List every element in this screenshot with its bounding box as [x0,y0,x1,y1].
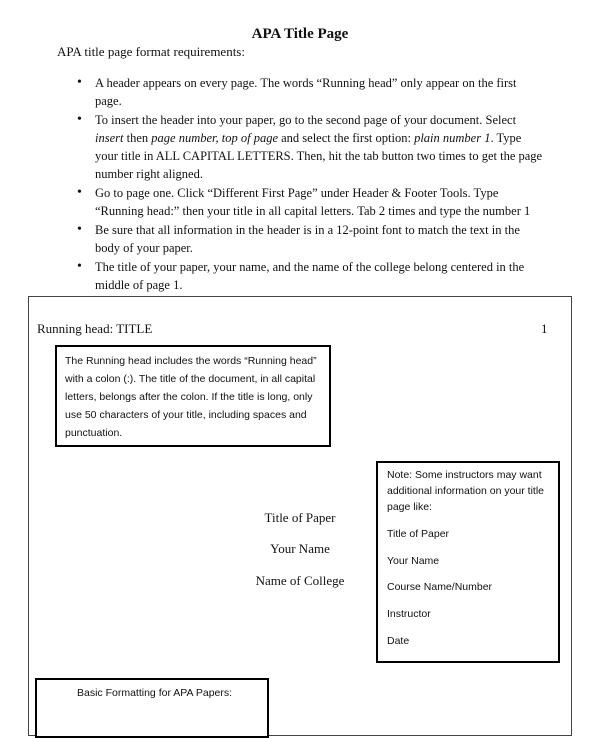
basic-formatting-callout: Basic Formatting for APA Papers: [35,678,269,738]
requirement-item: • The title of your paper, your name, and the name of the college belong centered in the middle of page 1. [95,258,545,294]
instructor-note-item: Instructor [387,608,431,621]
sample-title-of-paper: Title of Paper [264,510,336,525]
running-head-callout: The Running head includes the words “Running head” with a colon (:). The title of the document, in all capital letters, belongs after the colon. If the title is long, only use 50 characters of your title, including spaces and punctuation. [55,345,331,447]
instructor-note-item: Course Name/Number [387,581,493,594]
intro-text: APA title page format requirements: [57,44,245,59]
instructor-note-item: Title of Paper [387,527,450,540]
sample-page-number: 1 [541,321,548,336]
requirement-item: • To insert the header into your paper, go to the second page of your document. Select insert then page number, top of page and select the first option: plain number 1. Type your title in ALL CAPITAL LETTERS. Then, hit the tab button two times to get the page number right aligned. [95,111,545,183]
instructor-note-item: Your Name [387,554,440,567]
sample-your-name: Your Name [270,541,330,556]
sample-running-head: Running head: TITLE [37,321,153,336]
sample-name-of-college: Name of College [255,573,345,588]
instructor-note-item: Date [387,634,410,647]
page-title: APA Title Page [251,26,349,42]
requirement-item: • Be sure that all information in the header is in a 12-point font to match the text in the body of your paper. [95,221,545,257]
requirement-item: • Go to page one. Click “Different First Page” under Header & Footer Tools. Type “Running head:” then your title in all capital letters. Tab 2 times and type the number 1 [95,184,545,220]
requirements-list [95,74,545,295]
requirement-item: • A header appears on every page. The words “Running head” only appear on the first page. [95,74,545,110]
instructor-note-intro: Note: Some instructors may want additional information on your title page like: [387,469,545,513]
instructor-note-callout [376,461,560,663]
